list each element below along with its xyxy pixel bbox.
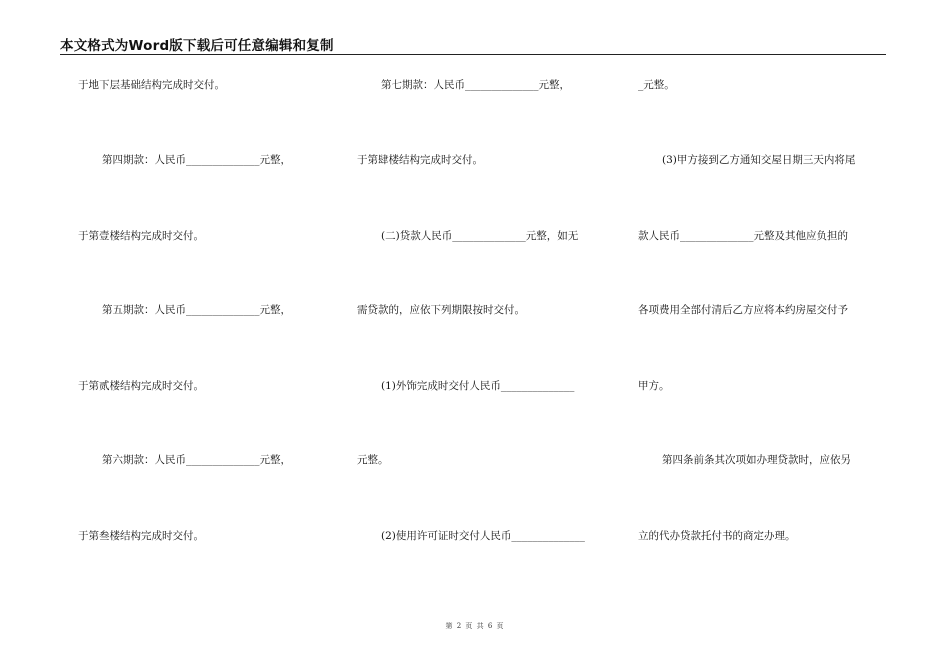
column-1-line-1: 于地下层基础结构完成时交付。 xyxy=(78,79,225,91)
column-2-line-6: 元整。 xyxy=(357,454,389,466)
column-3-line-4: 各项费用全部付清后乙方应将本约房屋交付予 xyxy=(638,304,848,316)
column-3-line-7: 立的代办贷款托付书的商定办理。 xyxy=(638,530,796,542)
column-2-line-7: (2)使用许可证时交付人民币______________ xyxy=(381,530,585,542)
column-1-line-3: 于第壹楼结构完成时交付。 xyxy=(78,230,204,242)
page-header xyxy=(60,34,886,55)
column-1-line-2: 第四期款：人民币______________元整， xyxy=(102,154,291,166)
column-2-line-4: 需贷款的，应依下列期限按时交付。 xyxy=(357,304,525,316)
column-3-line-1: _元整。 xyxy=(638,79,675,91)
column-3-line-2: (3)甲方接到乙方通知交屋日期三天内将尾 xyxy=(662,154,856,166)
column-3-line-6: 第四条前条其次项如办理贷款时，应依另 xyxy=(662,454,851,466)
column-3-line-3: 款人民币______________元整及其他应负担的 xyxy=(638,230,848,242)
column-2-line-5: (1)外饰完成时交付人民币______________ xyxy=(381,380,575,392)
header-title: 本文格式为Word版下载后可任意编辑和复制 xyxy=(60,38,334,54)
column-1-line-5: 于第贰楼结构完成时交付。 xyxy=(78,380,204,392)
column-2-line-1: 第七期款：人民币______________元整， xyxy=(381,79,570,91)
column-2-line-2: 于第肆楼结构完成时交付。 xyxy=(357,154,483,166)
column-1-line-7: 于第叁楼结构完成时交付。 xyxy=(78,530,204,542)
column-1-line-6: 第六期款：人民币______________元整， xyxy=(102,454,291,466)
page-number-footer: 第 2 页 共 6 页 xyxy=(445,622,505,630)
column-1-line-4: 第五期款：人民币______________元整， xyxy=(102,304,291,316)
column-2-line-3: (二)贷款人民币______________元整，如无 xyxy=(381,230,579,242)
column-3-line-5: 甲方。 xyxy=(638,380,670,392)
